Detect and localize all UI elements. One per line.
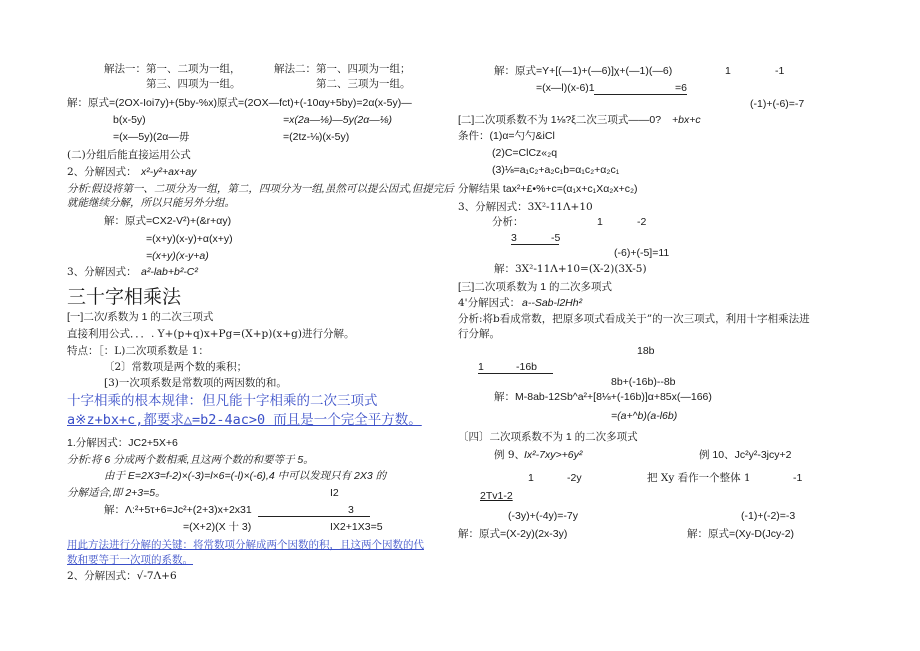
cross-number: I2 — [330, 487, 339, 499]
solution-line: 解：M-8ab-12Sb^a²+[8⅛+(-16b)]α+85x(—166) — [494, 391, 712, 403]
cross-number: 1 — [597, 216, 603, 228]
example-expression: x²-y²+ax+ay — [141, 166, 197, 178]
result-text: 分解结果 tax²+£•%+c=(α₁x+c₁Xα₂x+c₂) — [458, 183, 638, 195]
cross-number: 18b — [637, 345, 655, 357]
subsection-heading: 〔四〕二次项系数不为 1 的二次多项式 — [458, 431, 638, 443]
analysis-label: 分析： — [492, 216, 524, 228]
feature-text: 特点：［：L)二次项系数是 1： — [67, 345, 209, 357]
solution-line: =(X+2)(X 十 3) — [183, 521, 252, 533]
example-label: 4'分解因式： — [458, 297, 521, 309]
cross-number: -2y — [567, 472, 582, 484]
analysis-text: 分析:假设将第一、二项分为一组，第二，四项分为一组,虽然可以提公因式,但提完后 — [67, 183, 454, 195]
cross-check: (-1)+(-2)=-3 — [741, 510, 796, 522]
cross-check: (-3y)+(-4y)=-7y — [508, 510, 579, 522]
example-label: 3、分解因式： — [67, 266, 137, 278]
cross-number: -1 — [793, 472, 803, 484]
cross-number: -5 — [551, 232, 561, 244]
example-label: 例 10、Jc²y²-3jcy+2 — [699, 449, 792, 461]
example-expression: Ix²-7xy>+6y² — [524, 449, 583, 461]
key-note: 数和要等于一次项的系数。 — [67, 554, 193, 566]
formula-text: 直接利用公式．．．. Y+(p+q)x+Pg=(X+p)(x+g)进行分解。 — [67, 328, 355, 340]
cross-underline — [594, 94, 687, 95]
analysis-text: 由于 E=2X3=f-2)×(-3)=l×6=(-l)×(-6),4 中可以发现只有 2X3 的 — [104, 470, 387, 482]
section-title: 三十字相乘法 — [67, 286, 182, 308]
condition-text: (3)⅛=a₁c₂+a₂c₁b=α₁c₂+α₂c₁ — [492, 164, 620, 176]
example-label: 例 9、 — [494, 449, 526, 461]
cross-check: IX2+1X3=5 — [330, 521, 383, 533]
subsection-expression: +bx+c — [672, 114, 701, 126]
method2-line1: 解法二：第一、四项为一组； — [274, 63, 411, 75]
solution-line: =(2tz-⅛)(x-5y) — [283, 131, 350, 143]
method1-line2: 第三、四项为一组。 — [146, 78, 241, 90]
cross-check: 8b+(-16b)--8b — [611, 376, 676, 388]
analysis-text: 行分解。 — [458, 328, 500, 340]
cross-number: =6 — [675, 82, 687, 94]
cross-number: -1 — [775, 65, 785, 77]
cross-number: 1 — [478, 361, 484, 373]
note-text: 把 Xy 看作一个整体 1 — [647, 472, 751, 484]
cross-check: (-6)+(-5]=11 — [614, 247, 670, 259]
solution-line: 解：原式=(Xy-D(Jcy-2) — [687, 528, 795, 540]
cross-number: 3 — [348, 504, 354, 516]
solution-line: =x(2a—⅛)—5y(2α—⅛) — [283, 114, 392, 126]
analysis-text: 分析:将b看成常数，把原多项式看成关于”的一次三项式，利用十字相乘法进 — [458, 313, 810, 325]
analysis-text: 分解适合,即 2+3=5。 — [67, 487, 166, 499]
solution-line: =(x+y)(x-y)+α(x+y) — [146, 233, 233, 245]
solution-line: 解：Λ:²+5τ+6=Jc²+(2+3)x+2x31 — [104, 504, 252, 516]
analysis-text: 分析:将 6 分成两个数相乘,且这两个数的和要等于 5。 — [67, 454, 314, 466]
cross-number: 3 — [511, 232, 517, 244]
cross-label: 2Tv1-2 — [480, 490, 513, 502]
solution-line: b(x-5y) — [113, 114, 146, 126]
subsection-heading: [三]二次项系数为 1 的二次多项式 — [458, 281, 613, 293]
condition-text: (2)C=ClCz«₂q — [492, 147, 558, 159]
example-expression: a²-lab+b²-C² — [141, 266, 198, 278]
solution-line: =(x+y)(x-y+a) — [146, 250, 209, 262]
solution-line: 解：原式=(X-2y)(2x-3y) — [458, 528, 568, 540]
solution-line: 解：原式=(2OX-Ioi7y)+(5by-%x)原式=(2OX—fct)+(-10αy+5by)=2α(x-5y)— — [67, 97, 412, 109]
cross-check: (-1)+(-6)=-7 — [750, 98, 805, 110]
cross-number: -2 — [637, 216, 647, 228]
subsection-heading: [二]二次项系数不为 1⅛?ξ二次三项式——0? — [458, 114, 662, 126]
section-heading: (二)分组后能直接运用公式 — [67, 149, 191, 161]
example-label: 3、分解因式：3X²-11Λ+10 — [458, 201, 593, 213]
solution-line: =(x—5y)(2α—毋 — [113, 131, 190, 143]
analysis-text: 就能继续分解，所以只能另外分组。 — [67, 197, 235, 209]
example-expression: a--Sab-l2Hh² — [522, 297, 583, 309]
example-label: 2、分解因式： — [67, 166, 137, 178]
solution-line: 解：原式=CX2-V²)+(&r+αy) — [104, 215, 232, 227]
solution-line: 解：3X²-11Λ+10=(X-2)(3X-5) — [494, 263, 647, 275]
cross-number: 1 — [528, 472, 534, 484]
method2-line2: 第二、三项为一组。 — [316, 78, 411, 90]
subsection-heading: [一]二次/系数为 1 的二次三项式 — [67, 311, 214, 323]
solution-line: =(a+^b)(a-l6b) — [611, 410, 678, 422]
cross-number: 1 — [725, 65, 731, 77]
key-note: 用此方法进行分解的关键：将常数项分解成两个因数的积，且这两个因数的代 — [67, 539, 424, 551]
rule-text: a※z+bx+c,都要求△=b2-4ac>0 而且是一个完全平方数。 — [67, 412, 422, 428]
solution-line: =(x—l)(x-6)1 — [536, 82, 595, 94]
example-label: 2、分解因式：√-7Λ+6 — [67, 570, 177, 582]
example-label: 1.分解因式：JC2+5X+6 — [67, 437, 178, 449]
method1-line1: 解法一：第一、二项为一组， — [104, 63, 241, 75]
rule-text: 十字相乘的根本规律：但凡能十字相乘的二次三项式 — [67, 393, 378, 409]
cross-number: -16b — [516, 361, 538, 373]
condition-text: 条件：(1)α=勺勺&iCl — [458, 130, 555, 142]
feature-text: [3)一次项系数是常数项的两因数的和。 — [104, 377, 287, 389]
solution-line: 解：原式=Y+[(—1)+(—6)]χ+(—1)(—6) — [494, 65, 673, 77]
feature-text: 〔2〕常数项是两个数的乘积； — [104, 361, 248, 373]
